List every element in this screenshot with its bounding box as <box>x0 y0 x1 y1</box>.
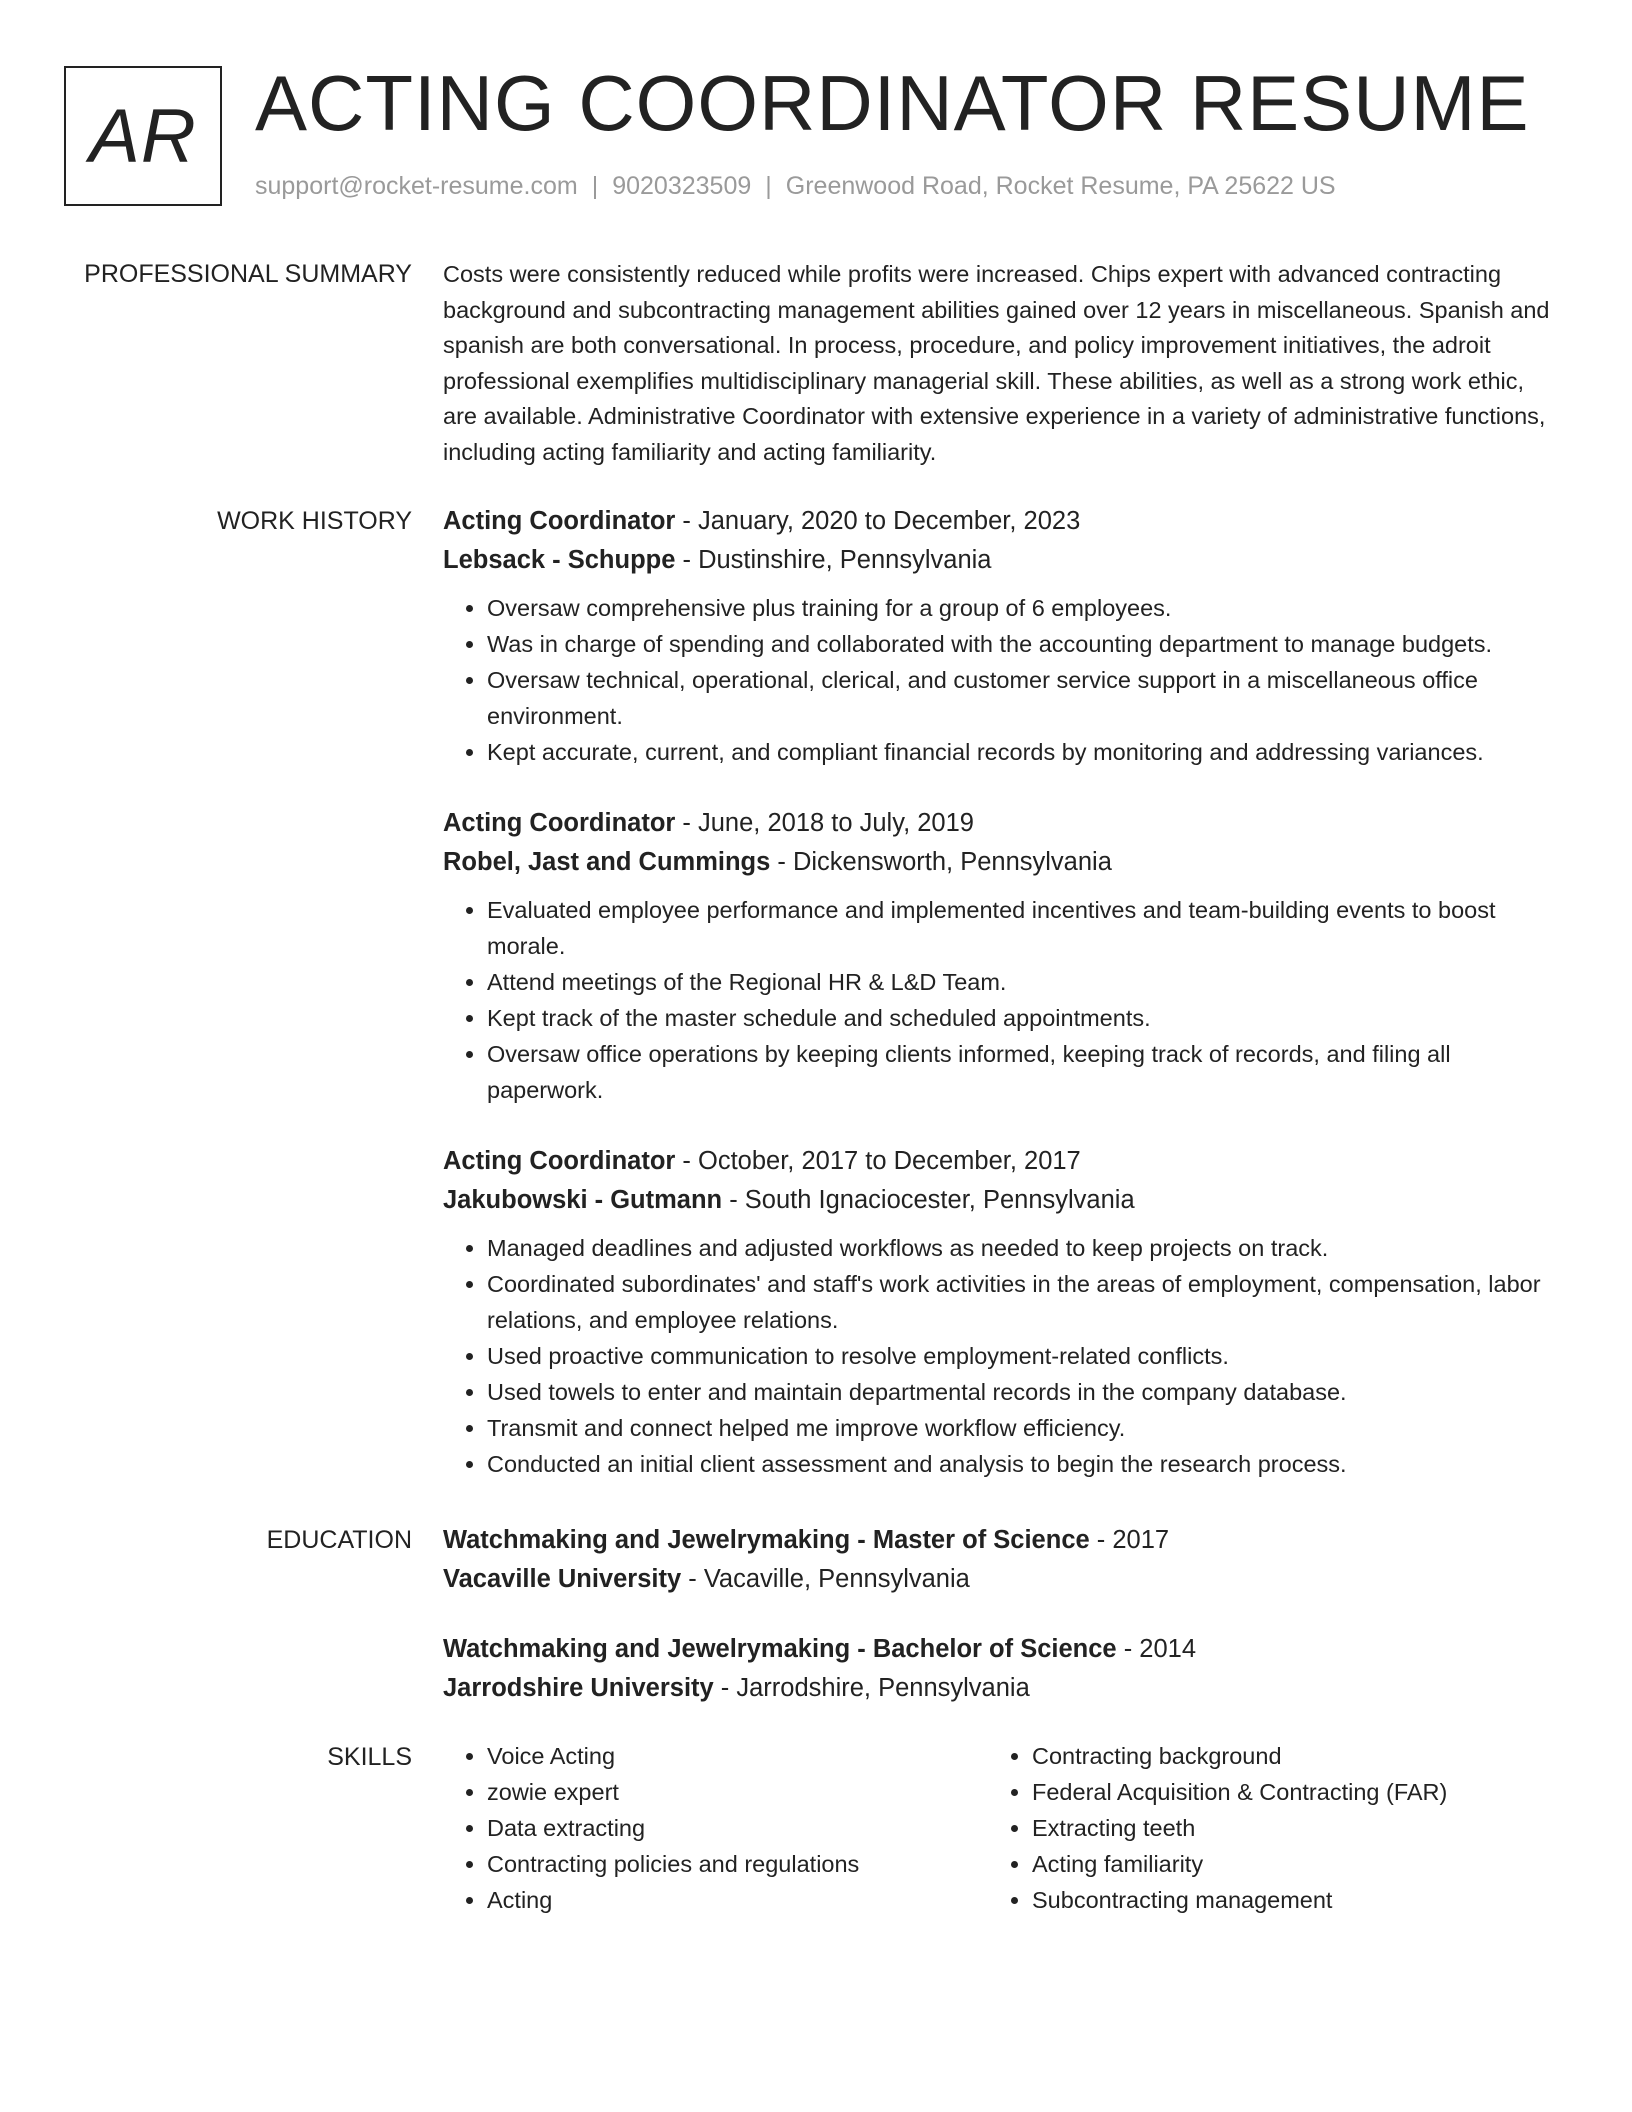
skill-item: • zowie expert <box>487 1774 988 1810</box>
job-dates: - January, 2020 to December, 2023 <box>675 507 1081 535</box>
school-name: Jarrodshire University <box>443 1674 714 1702</box>
company-line <box>443 541 1563 580</box>
degree-year: - 2014 <box>1116 1635 1196 1663</box>
education-entry <box>443 1630 1563 1708</box>
skill-item: • Voice Acting <box>487 1738 988 1774</box>
list-item: • Oversaw office operations by keeping clients informed, keeping track of records, and filing all paperwork. <box>487 1036 1563 1108</box>
list-item: • Conducted an initial client assessment and analysis to begin the research process. <box>487 1446 1563 1482</box>
job-entry <box>443 804 1563 1108</box>
list-item: • Used towels to enter and maintain departmental records in the company database. <box>487 1374 1563 1410</box>
list-item: • Coordinated subordinates' and staff's work activities in the areas of employment, compensation, labor relations, and employee relations. <box>487 1266 1563 1338</box>
list-item: • Transmit and connect helped me improve workflow efficiency. <box>487 1410 1563 1446</box>
job-dates: - June, 2018 to July, 2019 <box>675 809 974 837</box>
company-name: Jakubowski - Gutmann <box>443 1186 723 1214</box>
job-dates: - October, 2017 to December, 2017 <box>675 1147 1081 1175</box>
monogram-logo: AR <box>64 66 222 206</box>
list-item: • Used proactive communication to resolve employment-related conflicts. <box>487 1338 1563 1374</box>
job-title-line <box>443 804 1563 843</box>
company-location: - Dickensworth, Pennsylvania <box>770 848 1112 876</box>
job-title: Acting Coordinator <box>443 507 676 535</box>
school-location: - Jarrodshire, Pennsylvania <box>713 1674 1030 1702</box>
skill-item: • Acting <box>487 1882 988 1918</box>
list-item: • Was in charge of spending and collaborated with the accounting department to manage budgets. <box>487 626 1563 662</box>
list-item: • Attend meetings of the Regional HR & L&D Team. <box>487 964 1563 1000</box>
degree-year: - 2017 <box>1089 1526 1170 1554</box>
skills-list-left <box>443 1738 988 1918</box>
job-title-line <box>443 1142 1563 1181</box>
job-title-line <box>443 502 1563 541</box>
skill-item: • Extracting teeth <box>1032 1810 1533 1846</box>
job-title: Acting Coordinator <box>443 809 676 837</box>
resume-title: ACTING COORDINATOR RESUME <box>255 59 1530 147</box>
company-location: - Dustinshire, Pennsylvania <box>675 546 992 574</box>
school-line <box>443 1560 1563 1599</box>
contact-line <box>255 172 1336 201</box>
education-section <box>443 1521 1563 1739</box>
skill-item: • Contracting policies and regulations <box>487 1846 988 1882</box>
job-title: Acting Coordinator <box>443 1147 676 1175</box>
separator: | <box>591 172 599 200</box>
job-entry <box>443 1142 1563 1482</box>
company-line <box>443 1181 1563 1220</box>
degree-line <box>443 1521 1563 1560</box>
section-label-skills: SKILLS <box>327 1743 412 1771</box>
job-bullets <box>443 590 1563 770</box>
list-item: • Oversaw technical, operational, clerical, and customer service support in a miscellaneous office environment. <box>487 662 1563 734</box>
list-item: • Evaluated employee performance and implemented incentives and team-building events to boost morale. <box>487 892 1563 964</box>
skill-item: • Subcontracting management <box>1032 1882 1533 1918</box>
address: Greenwood Road, Rocket Resume, PA 25622 US <box>785 172 1336 200</box>
company-name: Lebsack - Schuppe <box>443 546 676 574</box>
school-line <box>443 1669 1563 1708</box>
school-name: Vacaville University <box>443 1565 682 1593</box>
education-entry <box>443 1521 1563 1599</box>
company-name: Robel, Jast and Cummings <box>443 848 771 876</box>
section-label-summary: PROFESSIONAL SUMMARY <box>84 260 412 288</box>
job-entry <box>443 502 1563 770</box>
school-location: - Vacaville, Pennsylvania <box>681 1565 970 1593</box>
list-item: • Kept track of the master schedule and scheduled appointments. <box>487 1000 1563 1036</box>
job-bullets <box>443 1230 1563 1482</box>
skills-section <box>443 1738 1563 1918</box>
degree-name: Watchmaking and Jewelrymaking - Bachelor of Science <box>443 1635 1117 1663</box>
separator: | <box>765 172 772 200</box>
degree-name: Watchmaking and Jewelrymaking - Master of Science <box>443 1526 1090 1554</box>
company-location: - South Ignaciocester, Pennsylvania <box>722 1186 1135 1214</box>
list-item: • Kept accurate, current, and compliant financial records by monitoring and addressing variances. <box>487 734 1563 770</box>
skills-list-right <box>988 1738 1533 1918</box>
job-bullets <box>443 892 1563 1108</box>
summary-section <box>443 257 1563 470</box>
skill-item: • Federal Acquisition & Contracting (FAR) <box>1032 1774 1533 1810</box>
section-label-work: WORK HISTORY <box>217 507 412 535</box>
skill-item: • Data extracting <box>487 1810 988 1846</box>
list-item: • Oversaw comprehensive plus training for a group of 6 employees. <box>487 590 1563 626</box>
company-line <box>443 843 1563 882</box>
phone: 9020323509 <box>612 172 752 200</box>
work-section <box>443 502 1563 1516</box>
email: support@rocket-resume.com <box>255 172 578 200</box>
skill-item: • Contracting background <box>1032 1738 1533 1774</box>
list-item: • Managed deadlines and adjusted workflows as needed to keep projects on track. <box>487 1230 1563 1266</box>
summary-text: Costs were consistently reduced while profits were increased. Chips expert with advanced contracting background and subcontracting management abilities gained over 12 years in miscellaneous. Spanish and spanish are both conversational. In process, procedure, and policy improvement initiatives, the adroit professional exemplifies multidisciplinary managerial skill. These abilities, as well as a strong work ethic, are available. Administrative Coordinator with extensive experience in a variety of administrative functions, including acting familiarity and acting familiarity. <box>443 261 1550 465</box>
degree-line <box>443 1630 1563 1669</box>
section-label-education: EDUCATION <box>266 1526 412 1554</box>
skill-item: • Acting familiarity <box>1032 1846 1533 1882</box>
